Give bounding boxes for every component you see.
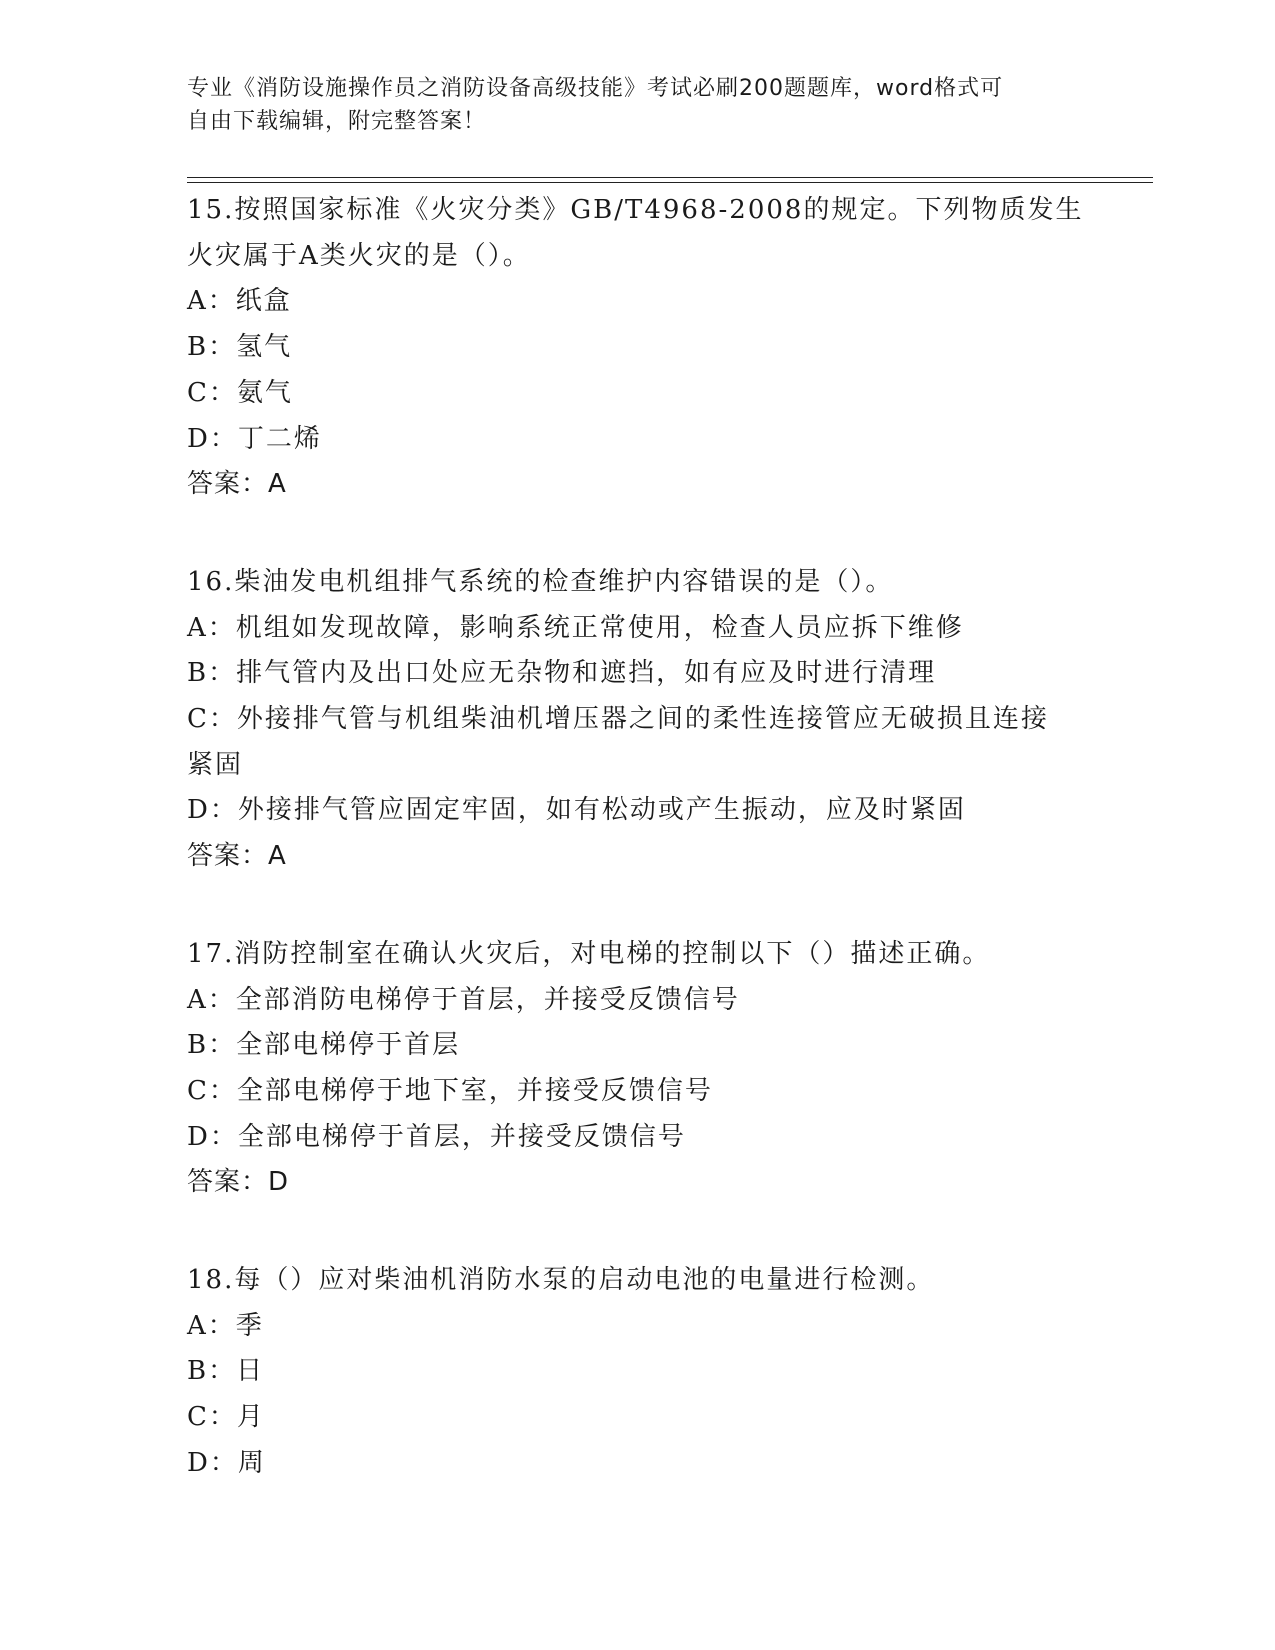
answer-option: D：丁二烯 [187,423,322,454]
answer-key: 答案：A [187,841,287,872]
question-block [187,560,1087,880]
answer-option: C：全部电梯停于地下室，并接受反馈信号 [187,1075,713,1106]
answer-option: B：全部电梯停于首层 [187,1030,461,1061]
question-block [187,188,1087,508]
answer-option: C：月 [187,1402,265,1433]
answer-option: A：季 [187,1310,264,1341]
question-stem: 16.柴油发电机组排气系统的检查维护内容错误的是（）。 [187,566,894,597]
header-line-2: 自由下载编辑，附完整答案！ [187,109,487,134]
answer-option: C：氨气 [187,377,293,408]
header-divider-bottom [187,182,1153,183]
answer-key: 答案：A [187,469,287,500]
document-header [187,72,1067,138]
header-divider-top [187,177,1153,178]
question-stem: 15.按照国家标准《火灾分类》GB/T4968-2008的规定。下列物质发生 [187,195,1084,225]
answer-option: A：机组如发现故障，影响系统正常使用，检查人员应拆下维修 [187,612,964,643]
answer-key: 答案：D [187,1167,290,1198]
answer-option: B：氢气 [187,332,293,363]
question-stem: 18.每（）应对柴油机消防水泵的启动电池的电量进行检测。 [187,1265,935,1296]
answer-option: D：周 [187,1447,266,1478]
answer-option: C：外接排气管与机组柴油机增压器之间的柔性连接管应无破损且连接 [187,704,1049,735]
question-block [187,932,1087,1206]
answer-option: A：全部消防电梯停于首层，并接受反馈信号 [187,984,740,1015]
answer-option: D：全部电梯停于首层，并接受反馈信号 [187,1121,686,1152]
answer-option: B：日 [187,1356,265,1387]
question-stem: 17.消防控制室在确认火灾后，对电梯的控制以下（）描述正确。 [187,938,991,969]
answer-option: 紧固 [187,749,244,780]
question-stem: 火灾属于A类火灾的是（）。 [187,240,531,271]
answer-option: B：排气管内及出口处应无杂物和遮挡，如有应及时进行清理 [187,658,937,689]
question-list [187,188,1087,1539]
answer-option: D：外接排气管应固定牢固，如有松动或产生振动，应及时紧固 [187,795,966,826]
answer-option: A：纸盒 [187,286,292,317]
header-line-1: 专业《消防设施操作员之消防设备高级技能》考试必刷200题题库，word格式可 [187,76,1004,101]
question-block [187,1258,1087,1487]
